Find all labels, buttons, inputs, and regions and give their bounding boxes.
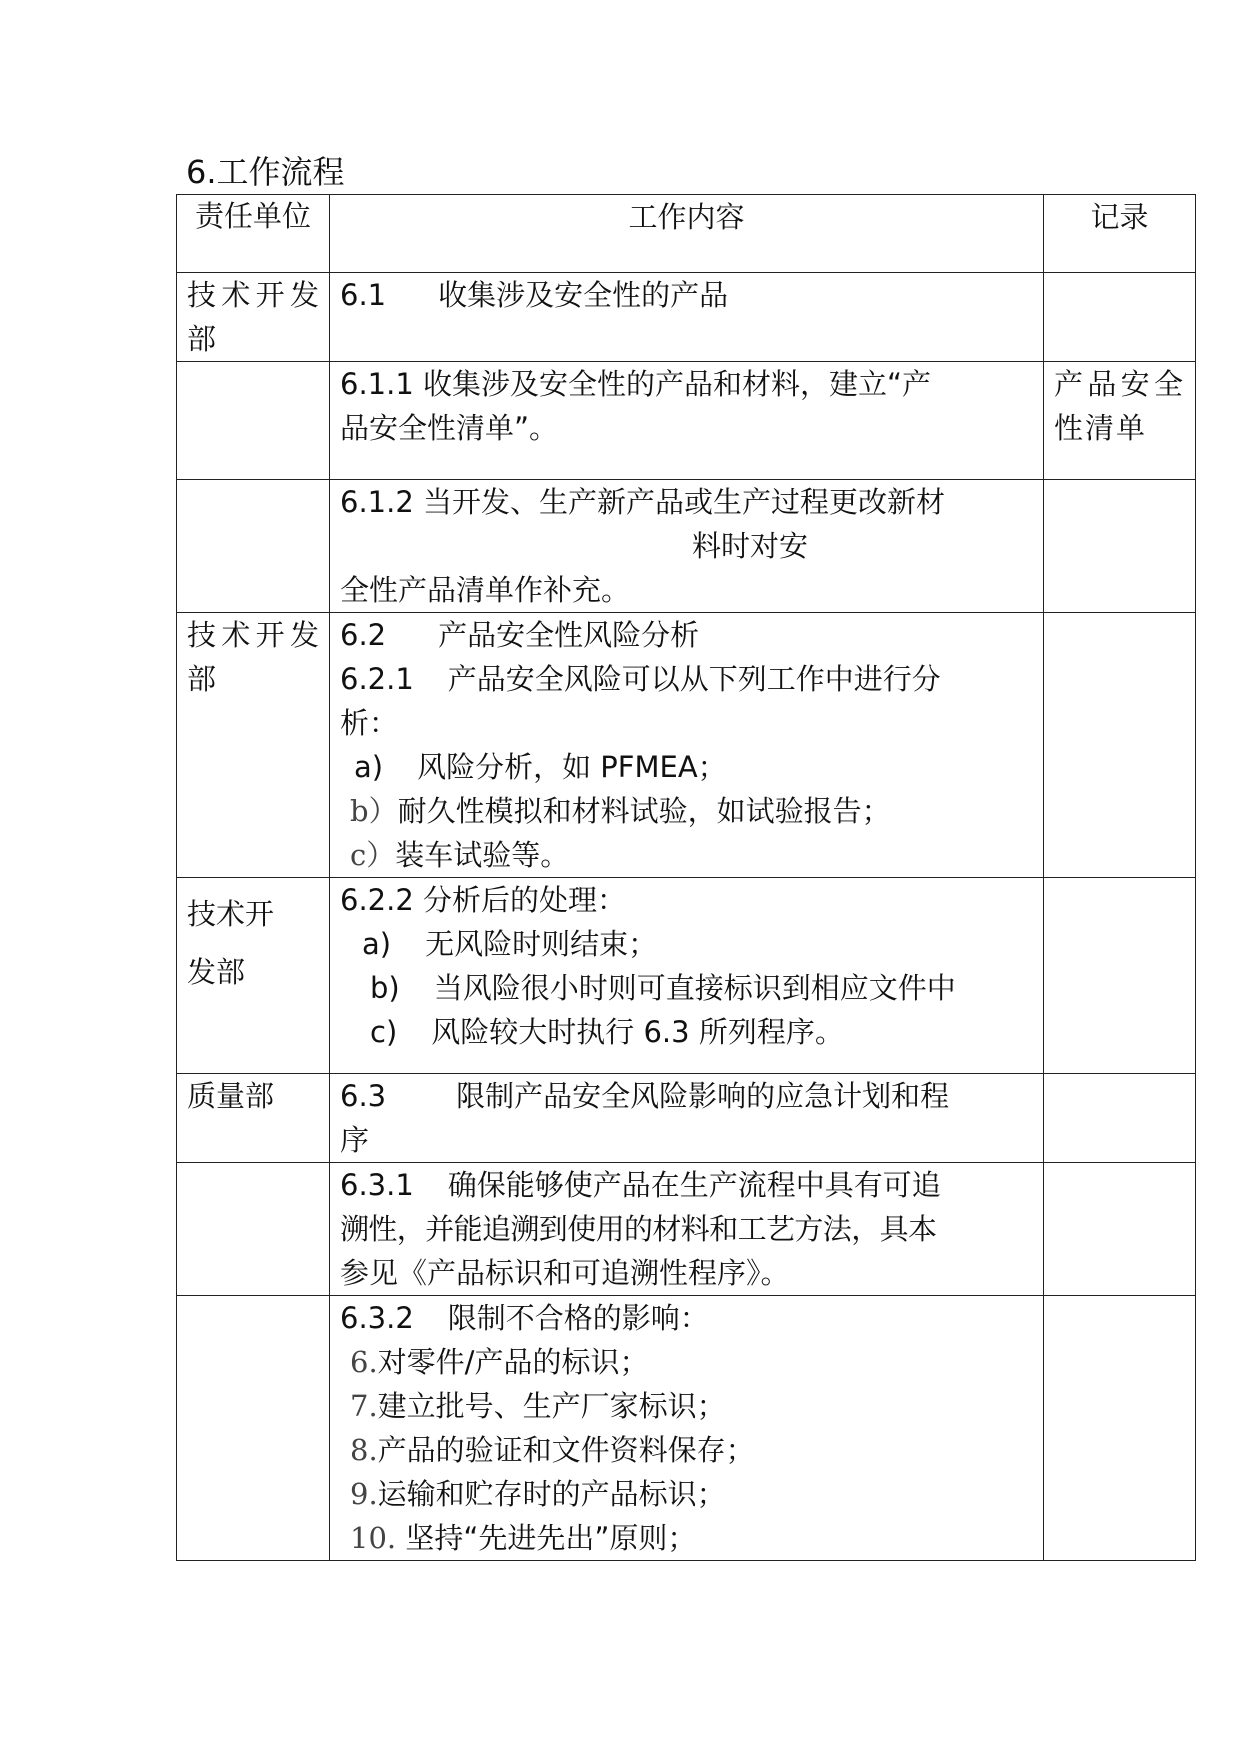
clause-text: 收集涉及安全性的产品和材料，建立“产 — [423, 367, 932, 401]
clause-text: 参见《产品标识和可追溯性程序》。 — [340, 1256, 790, 1290]
clause-number: 6.1.1 — [340, 367, 414, 401]
section-title: 6.工作流程 — [186, 153, 345, 191]
cell-unit: 技术开 发部 — [177, 878, 330, 1074]
list-marker: a) — [354, 750, 384, 784]
clause-text: 当开发、生产新产品或生产过程更改新材 — [423, 485, 946, 519]
clause-title: 收集涉及安全性的产品 — [438, 278, 729, 312]
clause-title: 分析后的处理： — [423, 883, 627, 917]
cell-record — [1044, 480, 1196, 613]
list-item: 7.建立批号、生产厂家标识； — [350, 1389, 726, 1423]
clause-text: 确保能够使产品在生产流程中具有可追 — [447, 1168, 941, 1202]
clause-number: 6.2.2 — [340, 883, 414, 917]
list-marker: 10. — [350, 1521, 397, 1555]
list-marker: c) — [370, 1015, 398, 1049]
header-content: 工作内容 — [330, 195, 1044, 273]
list-marker: b) — [370, 971, 400, 1005]
list-marker: a) — [362, 927, 392, 961]
cell-unit: 技术开发部 — [177, 273, 330, 362]
clause-number: 6.1 — [340, 278, 387, 312]
cell-record — [1044, 1296, 1196, 1561]
list-item: 10. 坚持“先进先出”原则； — [350, 1521, 697, 1555]
cell-content — [330, 1296, 1044, 1561]
clause-text: 限制产品安全风险影响的应急计划和程 — [456, 1079, 950, 1113]
clause-title: 限制不合格的影响： — [447, 1301, 709, 1335]
table-row — [177, 878, 1196, 1074]
clause-number: 6.2.1 — [340, 662, 414, 696]
list-marker: 9. — [350, 1477, 378, 1511]
header-record: 记录 — [1044, 195, 1196, 273]
cell-unit — [177, 1163, 330, 1296]
list-item: b) 当风险很小时则可直接标识到相应文件中 — [370, 971, 956, 1005]
cell-unit: 质量部 — [177, 1074, 330, 1163]
clause-number: 6.3.2 — [340, 1301, 414, 1335]
list-marker: 8. — [350, 1433, 378, 1467]
table-row — [177, 613, 1196, 878]
cell-unit — [177, 480, 330, 613]
list-item: 8.产品的验证和文件资料保存； — [350, 1433, 755, 1467]
clause-text: 全性产品清单作补充。 — [340, 573, 631, 607]
table-row — [177, 273, 1196, 362]
clause-number: 6.3 — [340, 1079, 387, 1113]
header-unit: 责任单位 — [177, 195, 330, 273]
cell-content — [330, 613, 1044, 878]
clause-number: 6.3.1 — [340, 1168, 414, 1202]
clause-text: 溯性，并能追溯到使用的材料和工艺方法，具本 — [340, 1212, 937, 1246]
cell-unit: 技术开发部 — [177, 613, 330, 878]
clause-title: 产品安全性风险分析 — [438, 618, 700, 652]
table-row — [177, 480, 1196, 613]
table-row — [177, 1074, 1196, 1163]
cell-unit — [177, 1296, 330, 1561]
clause-number: 6.1.2 — [340, 485, 414, 519]
cell-record — [1044, 1163, 1196, 1296]
list-item: a) 风险分析，如 PFMEA； — [354, 750, 727, 784]
cell-content — [330, 480, 1044, 613]
list-item: 9.运输和贮存时的产品标识； — [350, 1477, 726, 1511]
list-item: c) 风险较大时执行 6.3 所列程序。 — [370, 1015, 844, 1049]
table-header-row — [177, 195, 1196, 273]
table-row — [177, 1163, 1196, 1296]
cell-content — [330, 1163, 1044, 1296]
list-marker: 7. — [350, 1389, 378, 1423]
cell-record — [1044, 1074, 1196, 1163]
list-marker: c） — [350, 838, 396, 872]
cell-record — [1044, 613, 1196, 878]
cell-record: 产品安全性清单 — [1044, 362, 1196, 480]
cell-content — [330, 878, 1044, 1074]
table-row — [177, 1296, 1196, 1561]
clause-text: 料时对安 — [692, 529, 809, 563]
workflow-table — [176, 194, 1196, 1561]
clause-text: 析： — [340, 706, 399, 740]
list-marker: b） — [350, 794, 398, 828]
table-row — [177, 362, 1196, 480]
list-item: a) 无风险时则结束； — [362, 927, 658, 961]
list-item: b）耐久性模拟和材料试验，如试验报告； — [350, 794, 891, 828]
cell-record — [1044, 878, 1196, 1074]
cell-content — [330, 362, 1044, 480]
clause-text: 序 — [340, 1123, 370, 1157]
cell-content — [330, 273, 1044, 362]
cell-record — [1044, 273, 1196, 362]
clause-number: 6.2 — [340, 618, 387, 652]
list-item: 6.对零件/产品的标识； — [350, 1345, 649, 1379]
clause-text: 产品安全风险可以从下列工作中进行分 — [447, 662, 941, 696]
cell-content — [330, 1074, 1044, 1163]
list-marker: 6. — [350, 1345, 378, 1379]
cell-unit — [177, 362, 330, 480]
list-item: c）装车试验等。 — [350, 838, 570, 872]
clause-text: 品安全性清单”。 — [340, 411, 559, 445]
